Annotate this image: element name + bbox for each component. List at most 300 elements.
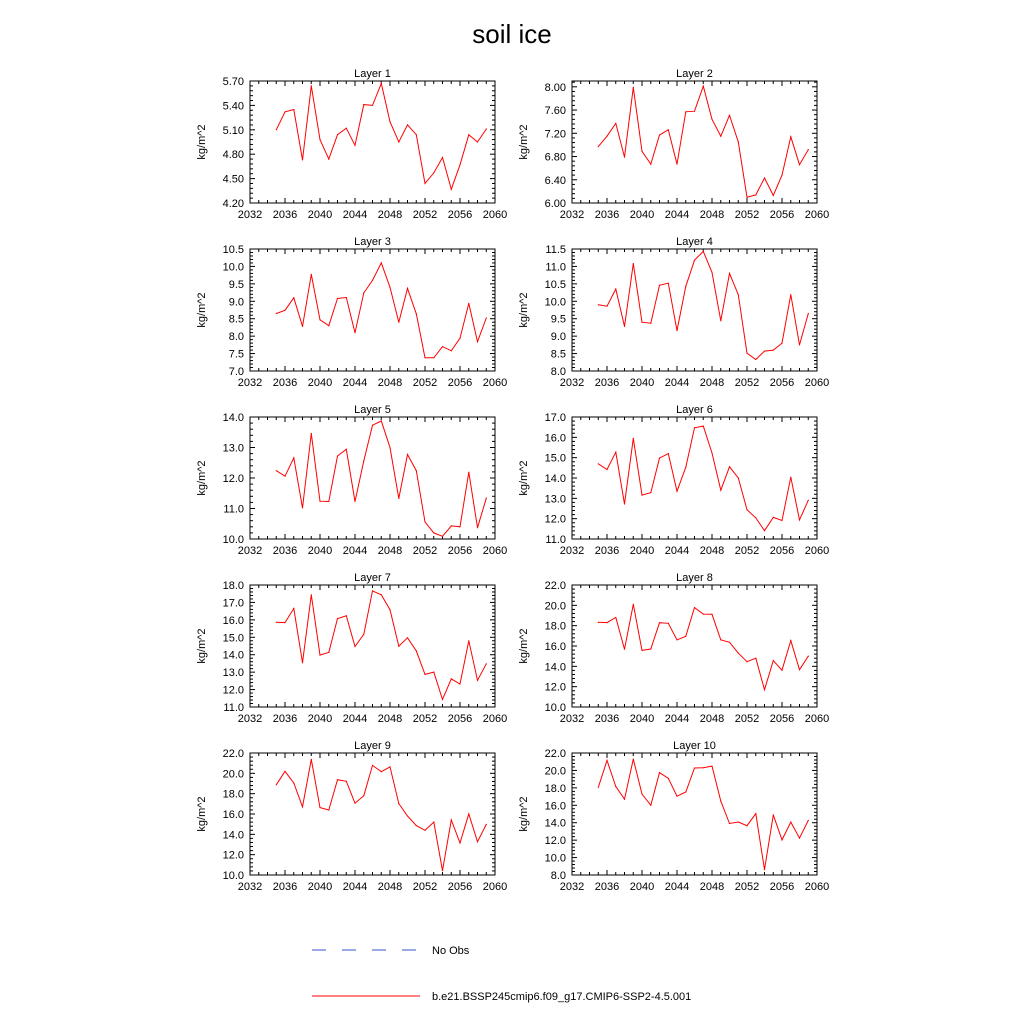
y-tick-label: 14.0: [544, 817, 566, 830]
y-tick-label: 8.0: [228, 331, 244, 344]
y-axis-label: kg/m^2: [196, 292, 208, 328]
data-point: [416, 470, 417, 471]
y-tick-label: 10.0: [544, 852, 566, 865]
panel-layer-2: [518, 68, 829, 221]
data-point: [773, 350, 774, 351]
y-tick-label: 6.00: [544, 198, 566, 210]
data-point: [694, 260, 695, 261]
data-point: [276, 470, 277, 471]
data-point: [319, 139, 320, 140]
x-tick-label: 2052: [412, 545, 438, 557]
y-tick-label: 14.0: [544, 661, 566, 674]
data-point: [328, 809, 329, 810]
x-tick-label: 2048: [699, 881, 725, 893]
data-point: [424, 183, 425, 184]
legend: [312, 945, 691, 1003]
data-point: [659, 285, 660, 286]
data-point: [668, 778, 669, 779]
data-point: [354, 501, 355, 502]
data-point: [606, 760, 607, 761]
panel-title: Layer 9: [354, 740, 391, 752]
data-point: [773, 814, 774, 815]
data-point: [633, 263, 634, 264]
data-point: [407, 124, 408, 125]
data-point: [346, 449, 347, 450]
data-point: [328, 652, 329, 653]
panel-title: Layer 5: [354, 404, 391, 416]
data-point: [720, 801, 721, 802]
data-point: [694, 607, 695, 608]
y-tick-label: 20.0: [544, 765, 566, 778]
data-point: [703, 767, 704, 768]
panel-layer-7: [196, 572, 507, 725]
x-tick-label: 2056: [769, 377, 795, 389]
data-point: [790, 136, 791, 137]
x-tick-label: 2060: [804, 881, 830, 893]
data-point: [755, 194, 756, 195]
x-tick-label: 2040: [307, 713, 333, 725]
plot-frame: [250, 585, 495, 707]
x-tick-label: 2036: [594, 545, 620, 557]
data-point: [659, 622, 660, 623]
data-point: [346, 128, 347, 129]
data-point: [659, 772, 660, 773]
y-tick-label: 11.0: [545, 534, 566, 546]
data-point: [486, 317, 487, 318]
data-point: [284, 771, 285, 772]
data-point: [606, 469, 607, 470]
data-point: [764, 869, 765, 870]
data-point: [764, 177, 765, 178]
data-point: [293, 297, 294, 298]
x-tick-label: 2048: [377, 713, 403, 725]
y-tick-label: 10.0: [222, 261, 244, 274]
x-tick-label: 2032: [237, 713, 263, 725]
data-point: [451, 189, 452, 190]
x-tick-label: 2060: [804, 713, 830, 725]
y-tick-label: 16.0: [544, 641, 566, 653]
y-tick-label: 12.0: [222, 684, 244, 697]
data-point: [468, 134, 469, 135]
x-tick-label: 2044: [342, 377, 368, 389]
data-point: [477, 341, 478, 342]
data-point: [799, 838, 800, 839]
data-point: [755, 517, 756, 518]
data-point: [624, 503, 625, 504]
data-point: [433, 357, 434, 358]
x-tick-label: 2056: [447, 881, 473, 893]
data-point: [433, 172, 434, 173]
y-axis-label: kg/m^2: [518, 292, 530, 328]
data-point: [790, 640, 791, 641]
x-tick-label: 2052: [734, 545, 760, 557]
y-tick-label: 5.70: [222, 76, 244, 88]
data-point: [694, 767, 695, 768]
series-line: [276, 759, 486, 870]
data-point: [319, 655, 320, 656]
data-point: [659, 134, 660, 135]
data-point: [711, 766, 712, 767]
y-tick-label: 17.0: [222, 597, 244, 610]
y-tick-label: 18.0: [222, 580, 244, 592]
x-tick-label: 2056: [447, 377, 473, 389]
data-point: [624, 649, 625, 650]
data-point: [381, 594, 382, 595]
data-point: [363, 292, 364, 293]
data-point: [738, 821, 739, 822]
data-point: [354, 332, 355, 333]
data-point: [781, 520, 782, 521]
data-point: [276, 784, 277, 785]
data-point: [694, 427, 695, 428]
data-point: [398, 646, 399, 647]
data-point: [615, 289, 616, 290]
y-tick-label: 7.60: [544, 105, 566, 118]
data-point: [311, 274, 312, 275]
series-line: [276, 591, 486, 700]
x-tick-label: 2052: [412, 881, 438, 893]
data-point: [337, 779, 338, 780]
data-point: [790, 822, 791, 823]
plot-frame: [572, 81, 817, 203]
data-point: [302, 806, 303, 807]
data-point: [372, 590, 373, 591]
data-point: [746, 825, 747, 826]
x-tick-label: 2036: [594, 377, 620, 389]
data-point: [363, 634, 364, 635]
data-point: [650, 648, 651, 649]
data-point: [598, 463, 599, 464]
data-point: [337, 134, 338, 135]
data-point: [790, 477, 791, 478]
data-point: [311, 594, 312, 595]
data-point: [477, 841, 478, 842]
data-point: [293, 608, 294, 609]
x-tick-label: 2032: [559, 545, 585, 557]
x-tick-label: 2052: [734, 881, 760, 893]
plot-frame: [250, 417, 495, 539]
y-axis-label: kg/m^2: [518, 460, 530, 496]
data-point: [790, 294, 791, 295]
data-point: [293, 457, 294, 458]
x-tick-label: 2052: [734, 713, 760, 725]
data-point: [615, 452, 616, 453]
y-tick-label: 8.0: [550, 870, 566, 882]
x-tick-label: 2044: [664, 209, 690, 221]
legend-label: b.e21.BSSP245cmip6.f09_g17.CMIP6-SSP2-4.5.001: [432, 991, 692, 1003]
y-tick-label: 8.00: [544, 81, 566, 94]
y-tick-label: 10.0: [544, 702, 566, 714]
y-tick-label: 16.0: [222, 809, 244, 821]
x-tick-label: 2032: [237, 377, 263, 389]
y-tick-label: 12.0: [544, 835, 566, 848]
y-tick-label: 22.0: [544, 580, 566, 592]
data-point: [424, 357, 425, 358]
data-point: [781, 175, 782, 176]
y-tick-label: 14.0: [222, 829, 244, 842]
data-point: [773, 195, 774, 196]
data-point: [354, 145, 355, 146]
panel-layer-9: [196, 740, 507, 893]
data-point: [381, 771, 382, 772]
data-point: [363, 795, 364, 796]
data-point: [319, 501, 320, 502]
y-tick-label: 15.0: [544, 452, 566, 465]
data-point: [633, 604, 634, 605]
y-tick-label: 17.0: [544, 412, 566, 424]
data-point: [746, 661, 747, 662]
data-point: [398, 498, 399, 499]
data-point: [319, 319, 320, 320]
x-tick-label: 2040: [629, 377, 655, 389]
x-tick-label: 2060: [482, 881, 508, 893]
data-point: [641, 650, 642, 651]
data-point: [389, 287, 390, 288]
x-tick-label: 2048: [377, 545, 403, 557]
x-tick-label: 2036: [272, 545, 298, 557]
data-point: [363, 460, 364, 461]
data-point: [407, 815, 408, 816]
y-tick-label: 8.0: [550, 366, 566, 378]
y-tick-label: 18.0: [222, 788, 244, 801]
data-point: [372, 425, 373, 426]
data-point: [598, 787, 599, 788]
data-point: [459, 338, 460, 339]
y-tick-label: 9.5: [550, 313, 566, 326]
panel-layer-4: [518, 236, 829, 389]
x-tick-label: 2032: [237, 545, 263, 557]
data-point: [676, 796, 677, 797]
y-tick-label: 12.0: [544, 513, 566, 526]
data-point: [781, 343, 782, 344]
data-point: [729, 642, 730, 643]
data-point: [729, 273, 730, 274]
data-point: [346, 781, 347, 782]
panel-layer-6: [518, 404, 829, 557]
data-point: [746, 353, 747, 354]
series-line: [276, 263, 486, 358]
data-point: [433, 822, 434, 823]
data-point: [764, 351, 765, 352]
data-point: [276, 622, 277, 623]
data-point: [311, 433, 312, 434]
y-tick-label: 8.5: [228, 313, 244, 326]
x-tick-label: 2056: [447, 713, 473, 725]
data-point: [764, 530, 765, 531]
y-tick-label: 7.20: [544, 128, 566, 141]
x-tick-label: 2040: [629, 209, 655, 221]
y-tick-label: 10.0: [544, 296, 566, 309]
panel-grid: [196, 68, 829, 893]
data-point: [346, 297, 347, 298]
y-tick-label: 12.0: [222, 473, 244, 485]
data-point: [773, 517, 774, 518]
y-tick-label: 9.5: [228, 278, 244, 291]
x-tick-label: 2032: [559, 377, 585, 389]
data-point: [284, 476, 285, 477]
data-point: [416, 134, 417, 135]
plot-frame: [572, 753, 817, 875]
data-point: [668, 283, 669, 284]
x-tick-label: 2060: [804, 377, 830, 389]
data-point: [284, 622, 285, 623]
data-point: [633, 759, 634, 760]
data-point: [598, 622, 599, 623]
x-tick-label: 2036: [594, 209, 620, 221]
data-point: [615, 617, 616, 618]
plot-frame: [572, 417, 817, 539]
x-tick-label: 2032: [559, 881, 585, 893]
data-point: [641, 495, 642, 496]
series-line: [276, 83, 486, 189]
data-point: [477, 141, 478, 142]
legend-item-no-obs: [312, 945, 470, 957]
x-tick-label: 2044: [342, 545, 368, 557]
data-point: [416, 825, 417, 826]
data-point: [729, 823, 730, 824]
data-point: [486, 663, 487, 664]
y-tick-label: 10.5: [544, 278, 566, 291]
data-point: [711, 614, 712, 615]
y-axis-label: kg/m^2: [196, 796, 208, 832]
x-tick-label: 2036: [594, 713, 620, 725]
y-tick-label: 11.5: [545, 244, 566, 256]
data-point: [755, 658, 756, 659]
data-point: [302, 507, 303, 508]
y-tick-label: 18.0: [544, 782, 566, 795]
plot-frame: [250, 81, 495, 203]
y-tick-label: 13.0: [222, 667, 244, 680]
data-point: [381, 83, 382, 84]
y-tick-label: 22.0: [544, 748, 566, 760]
y-tick-label: 10.0: [222, 534, 244, 546]
y-tick-label: 22.0: [222, 748, 244, 760]
data-point: [738, 141, 739, 142]
panel-title: Layer 6: [676, 404, 713, 416]
x-tick-label: 2056: [769, 209, 795, 221]
data-point: [416, 650, 417, 651]
data-point: [442, 699, 443, 700]
series-line: [598, 251, 808, 359]
data-point: [398, 803, 399, 804]
data-point: [720, 639, 721, 640]
data-point: [442, 157, 443, 158]
panel-title: Layer 1: [354, 68, 391, 80]
series-line: [598, 604, 808, 689]
data-point: [659, 458, 660, 459]
x-tick-label: 2036: [272, 377, 298, 389]
y-tick-label: 7.5: [228, 348, 244, 361]
data-point: [703, 86, 704, 87]
data-point: [676, 330, 677, 331]
data-point: [746, 197, 747, 198]
data-point: [703, 251, 704, 252]
data-point: [468, 472, 469, 473]
data-point: [389, 121, 390, 122]
x-tick-label: 2052: [734, 377, 760, 389]
x-tick-label: 2048: [699, 545, 725, 557]
x-tick-label: 2060: [804, 209, 830, 221]
data-point: [711, 272, 712, 273]
data-point: [354, 803, 355, 804]
data-point: [486, 128, 487, 129]
y-axis-label: kg/m^2: [518, 124, 530, 160]
x-tick-label: 2048: [699, 713, 725, 725]
data-point: [389, 447, 390, 448]
x-tick-label: 2060: [482, 713, 508, 725]
data-point: [720, 320, 721, 321]
data-point: [711, 452, 712, 453]
panel-title: Layer 4: [676, 236, 713, 248]
y-tick-label: 7.0: [228, 366, 244, 378]
data-point: [676, 639, 677, 640]
data-point: [668, 129, 669, 130]
data-point: [459, 164, 460, 165]
panel-layer-8: [518, 572, 829, 725]
panel-title: Layer 7: [354, 572, 391, 584]
y-tick-label: 4.50: [222, 173, 244, 186]
data-point: [468, 640, 469, 641]
data-point: [781, 839, 782, 840]
data-point: [738, 294, 739, 295]
y-tick-label: 20.0: [544, 600, 566, 613]
y-tick-label: 14.0: [222, 649, 244, 662]
data-point: [442, 346, 443, 347]
series-line: [598, 759, 808, 870]
y-tick-label: 12.0: [222, 849, 244, 862]
plot-frame: [572, 585, 817, 707]
x-tick-label: 2032: [237, 881, 263, 893]
data-point: [685, 467, 686, 468]
data-point: [685, 111, 686, 112]
data-point: [337, 455, 338, 456]
data-point: [477, 527, 478, 528]
data-point: [641, 322, 642, 323]
data-point: [451, 678, 452, 679]
plot-frame: [572, 249, 817, 371]
panel-layer-3: [196, 236, 507, 389]
data-point: [477, 680, 478, 681]
y-tick-label: 16.0: [544, 432, 566, 445]
data-point: [363, 104, 364, 105]
data-point: [808, 656, 809, 657]
data-point: [650, 164, 651, 165]
y-tick-label: 13.0: [222, 442, 244, 455]
data-point: [442, 870, 443, 871]
data-point: [624, 799, 625, 800]
data-point: [738, 653, 739, 654]
data-point: [615, 123, 616, 124]
data-point: [451, 350, 452, 351]
data-point: [451, 819, 452, 820]
data-point: [755, 359, 756, 360]
data-point: [459, 683, 460, 684]
data-point: [328, 325, 329, 326]
data-point: [451, 525, 452, 526]
data-point: [641, 151, 642, 152]
data-point: [746, 509, 747, 510]
y-axis-label: kg/m^2: [518, 796, 530, 832]
data-point: [703, 426, 704, 427]
y-tick-label: 14.0: [222, 412, 244, 424]
x-tick-label: 2044: [664, 881, 690, 893]
data-point: [685, 286, 686, 287]
x-tick-label: 2040: [307, 377, 333, 389]
data-point: [398, 141, 399, 142]
data-point: [624, 157, 625, 158]
data-point: [311, 759, 312, 760]
x-tick-label: 2060: [804, 545, 830, 557]
